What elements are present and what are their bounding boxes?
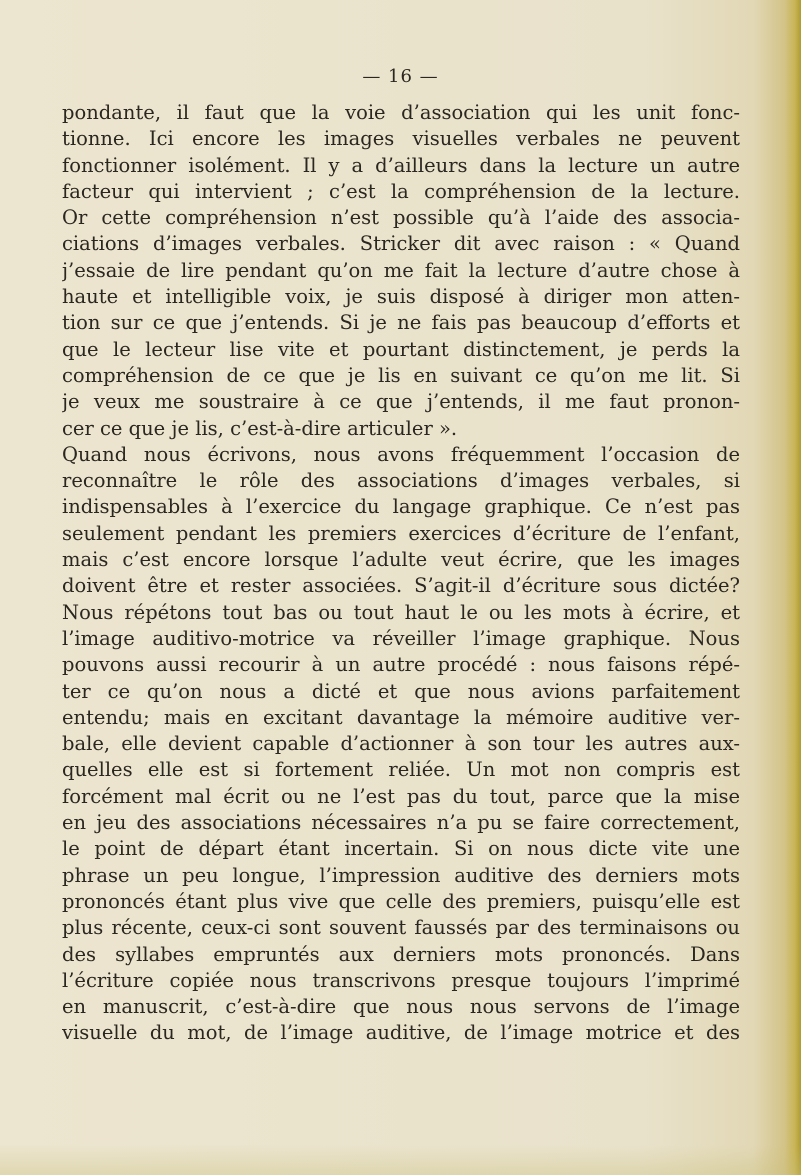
text-line: en manuscrit, c’est-à-dire que nous nous servons de l’image <box>62 995 740 1019</box>
text-line: en jeu des associations nécessaires n’a pu se faire correctement, <box>62 811 740 835</box>
text-line: fonctionner isolément. Il y a d’ailleurs dans la lecture un autre <box>62 153 740 177</box>
text-line: tion sur ce que j’entends. Si je ne fais pas beaucoup d’efforts et <box>62 311 740 335</box>
text-line: l’image auditivo-motrice va réveiller l’image graphique. Nous <box>62 626 740 650</box>
text-line: prononcés étant plus vive que celle des premiers, puisqu’elle est <box>62 889 740 913</box>
text-line: visuelle du mot, de l’image auditive, de l’image motrice et des <box>62 1021 740 1045</box>
body-text <box>62 100 740 1047</box>
text-line: facteur qui intervient ; c’est la compréhension de la lecture. <box>62 179 740 203</box>
text-line: bale, elle devient capable d’actionner à son tour les autres aux- <box>62 732 740 756</box>
text-line: mais c’est encore lorsque l’adulte veut écrire, que les images <box>62 548 740 572</box>
text-line: Nous répétons tout bas ou tout haut le ou les mots à écrire, et <box>62 600 740 624</box>
text-line: ciations d’images verbales. Stricker dit avec raison : « Quand <box>62 232 740 256</box>
text-line: des syllabes empruntés aux derniers mots prononcés. Dans <box>62 942 740 966</box>
text-line: indispensables à l’exercice du langage graphique. Ce n’est pas <box>62 495 740 519</box>
text-line: l’écriture copiée nous transcrivons presque toujours l’imprimé <box>62 968 740 992</box>
page-edge-shading <box>785 0 801 1175</box>
text-line: plus récente, ceux-ci sont souvent faussés par des terminaisons ou <box>62 916 740 940</box>
page-number: — 16 — <box>362 66 439 87</box>
text-line: ter ce qu’on nous a dicté et que nous avions parfaitement <box>62 679 740 703</box>
text-line: Or cette compréhension n’est possible qu’à l’aide des associa- <box>62 206 740 230</box>
text-line: le point de départ étant incertain. Si on nous dicte vite une <box>62 837 740 861</box>
text-line: Quand nous écrivons, nous avons fréquemment l’occasion de <box>62 442 740 466</box>
text-line: j’essaie de lire pendant qu’on me fait la lecture d’autre chose à <box>62 258 740 282</box>
text-line: quelles elle est si fortement reliée. Un mot non compris est <box>62 758 740 782</box>
text-line: compréhension de ce que je lis en suivant ce qu’on me lit. Si <box>62 363 740 387</box>
text-line: que le lecteur lise vite et pourtant distinctement, je perds la <box>62 337 740 361</box>
text-line: phrase un peu longue, l’impression auditive des derniers mots <box>62 863 740 887</box>
text-line: cer ce que je lis, c’est-à-dire articuler ». <box>62 416 458 440</box>
text-line: pondante, il faut que la voie d’association qui les unit fonc- <box>62 101 740 124</box>
text-line: tionne. Ici encore les images visuelles verbales ne peuvent <box>62 127 740 151</box>
page-bottom-shading <box>0 1145 801 1175</box>
text-line: je veux me soustraire à ce que j’entends, il me faut pronon- <box>62 390 740 414</box>
text-line: forcément mal écrit ou ne l’est pas du tout, parce que la mise <box>62 784 740 808</box>
text-line: seulement pendant les premiers exercices d’écriture de l’enfant, <box>62 521 740 545</box>
text-line: reconnaître le rôle des associations d’images verbales, si <box>62 469 740 493</box>
text-line: entendu; mais en excitant davantage la mémoire auditive ver- <box>62 705 740 729</box>
text-line: doivent être et rester associées. S’agit-il d’écriture sous dictée? <box>62 574 740 598</box>
text-line: haute et intelligible voix, je suis disposé à diriger mon atten- <box>62 285 740 309</box>
text-line: pouvons aussi recourir à un autre procédé : nous faisons répé- <box>62 653 740 677</box>
